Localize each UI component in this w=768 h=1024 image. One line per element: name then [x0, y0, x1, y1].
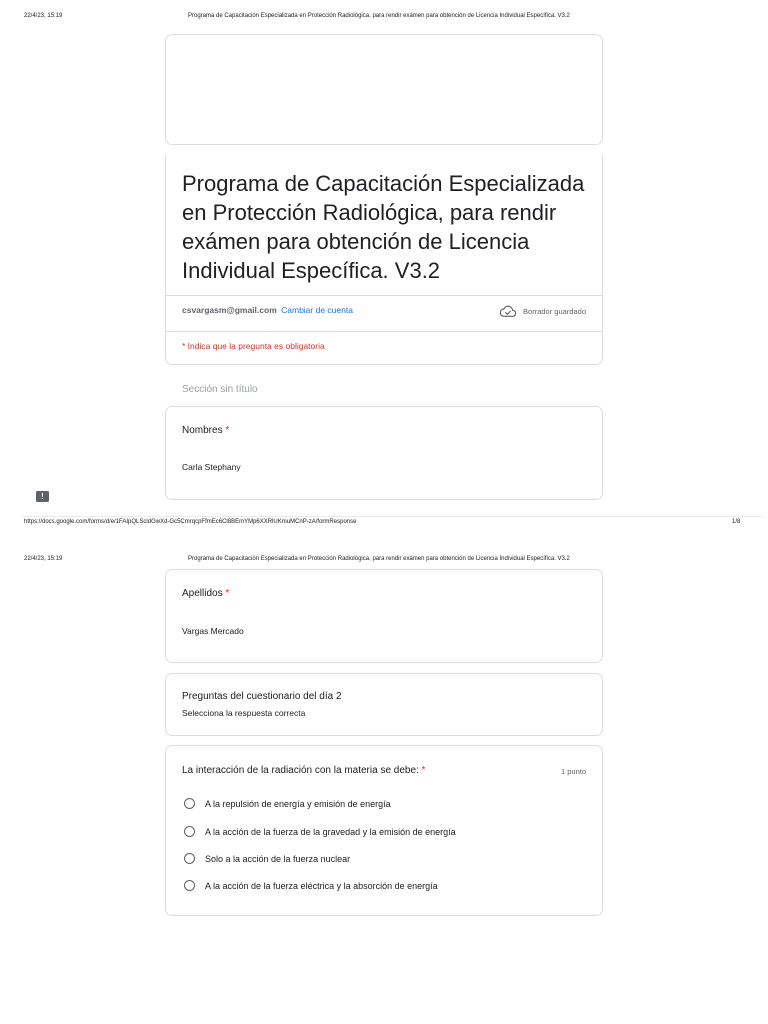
section-heading: Preguntas del cuestionario del día 2: [182, 691, 342, 702]
question-card-apellidos: [165, 569, 603, 663]
print-datetime: 22/4/23, 15:19: [24, 556, 63, 562]
divider: [166, 331, 602, 332]
required-note: * Indica que la pregunta es obligatoria: [182, 341, 325, 351]
radio-unchecked-icon[interactable]: [184, 798, 195, 809]
print-url: https://docs.google.com/forms/d/e/1FAIpQLScldGwXd-Gc5CmrqcpFfmEc6Cl8BEmYMp6XXRlUKmuMCnP-zA/formResponse: [24, 519, 357, 525]
account-email: csvargasm@gmail.com: [182, 305, 277, 315]
header-banner: [165, 34, 603, 145]
question-card-nombres: [165, 406, 603, 500]
feedback-icon[interactable]: !: [36, 491, 49, 502]
form-header-card: [165, 155, 603, 365]
form-title: Programa de Capacitación Especializada en Protección Radiológica, para rendir exámen para obtención de Licencia Individual Específica. V3.2: [182, 171, 585, 283]
option-radio[interactable]: A la acción de la fuerza eléctrica y la absorción de energía: [184, 880, 438, 891]
print-doc-title: Programa de Capacitación Especializada en Protección Radiológica, para rendir exámen para obtención de Licencia Individual Específica. V3.2: [188, 13, 570, 19]
cloud-saved-icon: [500, 305, 516, 317]
question-label: Apellidos *: [182, 588, 230, 599]
answer-value[interactable]: Carla Stephany: [182, 462, 241, 472]
section-title: Sección sin título: [182, 384, 258, 395]
answer-value[interactable]: Vargas Mercado: [182, 626, 244, 636]
page-break-divider: [22, 516, 764, 517]
print-page-number: 1/8: [732, 519, 741, 525]
radio-unchecked-icon[interactable]: [184, 880, 195, 891]
section-header-card: [165, 673, 603, 736]
account-row: [182, 305, 353, 315]
points-label: 1 punto: [560, 767, 586, 776]
radio-unchecked-icon[interactable]: [184, 853, 195, 864]
print-datetime: 22/4/23, 15:19: [24, 13, 63, 19]
question-label: Nombres *: [182, 425, 230, 436]
radio-unchecked-icon[interactable]: [184, 826, 195, 837]
switch-account-link[interactable]: Cambiar de cuenta: [281, 305, 353, 315]
option-radio[interactable]: A la repulsión de energía y emisión de energía: [184, 798, 391, 809]
draft-status: Borrador guardado: [500, 305, 586, 317]
print-doc-title: Programa de Capacitación Especializada en Protección Radiológica, para rendir exámen para obtención de Licencia Individual Específica. V3.2: [188, 556, 570, 562]
divider: [166, 295, 602, 296]
option-radio[interactable]: A la acción de la fuerza de la gravedad y la emisión de energía: [184, 826, 456, 837]
section-description: Selecciona la respuesta correcta: [182, 708, 306, 718]
mcq-question: La interacción de la radiación con la materia se debe: *: [182, 765, 426, 776]
mcq-card: [165, 745, 603, 916]
option-radio[interactable]: Solo a la acción de la fuerza nuclear: [184, 853, 350, 864]
